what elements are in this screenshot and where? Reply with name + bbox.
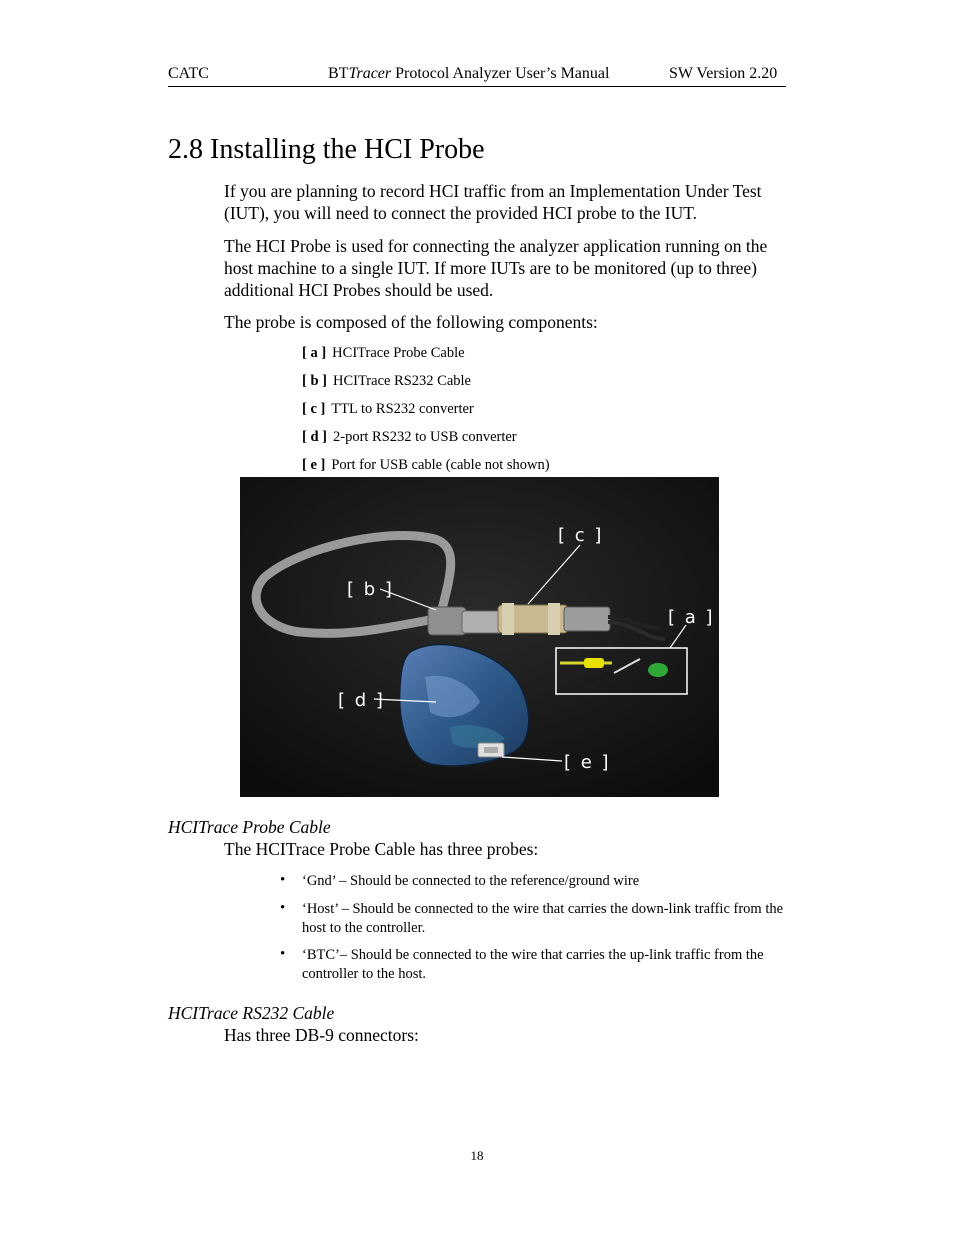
hci-probe-illustration — [240, 477, 719, 797]
probe-cable-intro: The HCITrace Probe Cable has three probes: — [224, 839, 539, 859]
header-title-italic: Tracer — [348, 65, 392, 82]
db9-connector — [564, 607, 610, 631]
component-text: TTL to RS232 converter — [331, 401, 474, 417]
bullet-icon: • — [280, 872, 286, 888]
component-tag: [ b ] — [302, 373, 327, 389]
component-text: HCITrace Probe Cable — [332, 345, 465, 361]
section-heading: 2.8 Installing the HCI Probe — [168, 134, 485, 165]
header-title-prefix: BT — [328, 65, 349, 82]
usb-port-slot — [484, 747, 498, 753]
converter-band — [502, 603, 514, 635]
probe-description-paragraph: The HCI Probe is used for connecting the analyzer application running on the host machine to a single IUT. If more IUTs are to be monitored (up to three) additional HCI Probes should be used. — [224, 236, 768, 300]
rs232-cable-intro: Has three DB-9 connectors: — [224, 1025, 419, 1045]
bullet-item-btc: ‘BTC’– Should be connected to the wire that carries the up-link traffic from the controller to the host. — [302, 947, 764, 982]
component-text: 2-port RS232 to USB converter — [332, 429, 517, 445]
bullet-item-gnd: ‘Gnd’ – Should be connected to the reference/ground wire — [302, 873, 640, 889]
header-rule — [168, 86, 786, 87]
rs232-cable-heading: HCITrace RS232 Cable — [168, 1003, 335, 1023]
figure-label-d: [ d ] — [338, 690, 385, 711]
figure-label-c: [ c ] — [558, 525, 604, 546]
header-title — [328, 64, 609, 84]
bullet-item-host: ‘Host’ – Should be connected to the wire that carries the down-link traffic from the host to the controller. — [302, 901, 784, 936]
page-number: 18 — [470, 1148, 484, 1163]
component-item — [302, 344, 465, 362]
component-tag: [ a ] — [302, 345, 327, 361]
converter-band — [548, 603, 560, 635]
figure-label-b: [ b ] — [347, 579, 394, 600]
hci-probe-photo — [240, 477, 719, 797]
component-text: HCITrace RS232 Cable — [332, 373, 471, 389]
component-tag: [ d ] — [302, 429, 327, 445]
header-title-suffix: Protocol Analyzer User’s Manual — [391, 65, 610, 82]
probe-cable-heading: HCITrace Probe Cable — [168, 817, 331, 837]
component-text: Port for USB cable (cable not shown) — [331, 457, 550, 473]
yellow-probe-clip — [584, 658, 604, 668]
green-probe-clip — [648, 663, 668, 677]
component-item — [302, 456, 550, 474]
bullet-icon: • — [280, 946, 286, 962]
figure-label-e: [ e ] — [564, 752, 611, 773]
bullet-icon: • — [280, 900, 286, 916]
component-tag: [ c ] — [302, 401, 326, 417]
db9-connector — [428, 607, 466, 635]
header-left: CATC — [168, 65, 209, 82]
component-item — [302, 400, 474, 418]
component-item — [302, 428, 517, 446]
intro-paragraph: If you are planning to record HCI traffic from an Implementation Under Test (IUT), you will need to connect the provided HCI probe to the IUT. — [224, 181, 762, 223]
component-item — [302, 372, 471, 390]
components-intro-paragraph: The probe is composed of the following components: — [224, 312, 598, 332]
component-tag: [ e ] — [302, 457, 326, 473]
figure-label-a: [ a ] — [668, 607, 715, 628]
header-right: SW Version 2.20 — [669, 65, 778, 82]
